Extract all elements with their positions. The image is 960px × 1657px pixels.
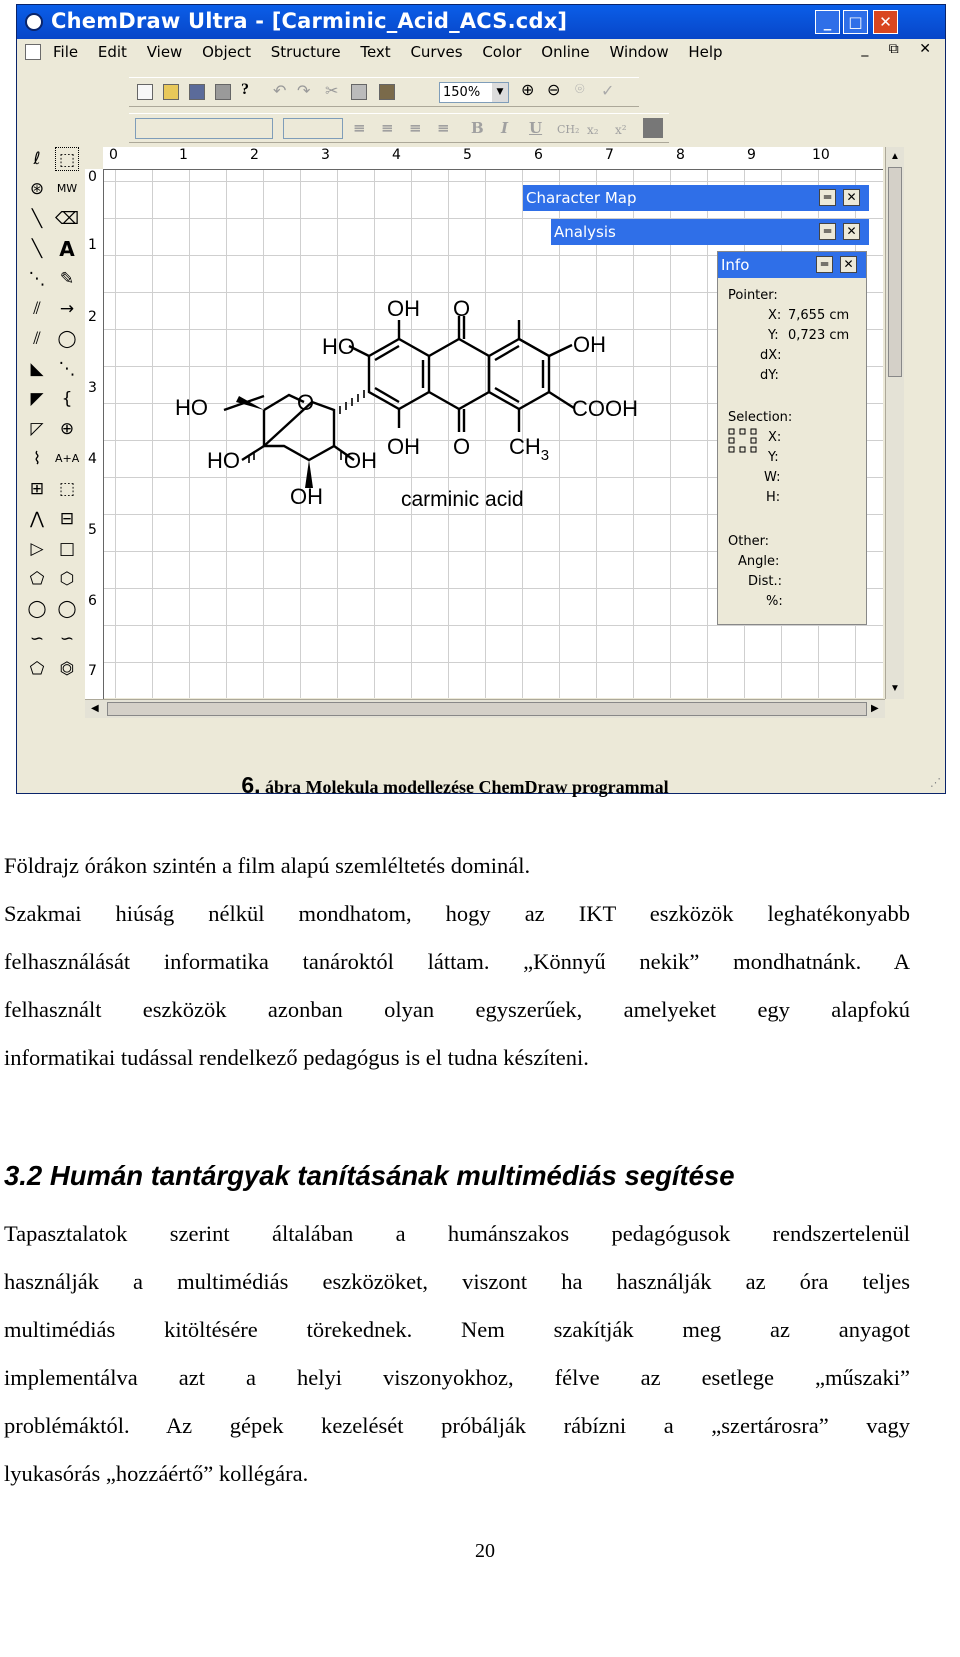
minimize-icon[interactable]: ═: [819, 223, 836, 240]
resize-grip-icon[interactable]: ⋰: [930, 777, 941, 789]
label-oh-bottom[interactable]: OH: [387, 434, 420, 459]
formula-icon[interactable]: CH₂: [557, 123, 580, 136]
chair2-icon[interactable]: ∽: [59, 629, 75, 649]
paragraph-line: implementálva azt a helyi viszonyokhoz, félve az esetlege „műszaki”: [4, 1365, 910, 1390]
zoom-out-icon[interactable]: ⊖: [547, 82, 561, 99]
info-title: Info: [721, 256, 750, 274]
ruler-h-9: 9: [747, 147, 756, 163]
paste-icon[interactable]: [379, 84, 395, 100]
subscript-icon[interactable]: x₂: [587, 123, 599, 137]
chain-icon[interactable]: ⌇: [32, 449, 42, 469]
chain-tool-icon[interactable]: ⋀: [30, 509, 44, 529]
figure-caption-text: ábra Molekula modellezése ChemDraw programmal: [260, 777, 669, 797]
italic-icon[interactable]: I: [501, 119, 509, 137]
paragraph-line: Szakmai hiúság nélkül mondhatom, hogy az IKT eszközök leghatékonyabb: [4, 901, 910, 926]
ruler-v-6: 6: [88, 593, 97, 609]
benzene-icon[interactable]: ⏣: [59, 659, 75, 679]
standard-toolbar: [129, 77, 639, 107]
lasso-icon[interactable]: ℓ: [33, 149, 41, 169]
menu-file[interactable]: File: [53, 43, 79, 61]
paragraph-line: felhasznált eszközök azonban olyan egyszerűek, amelyeket egy alapfokú: [4, 997, 910, 1022]
hexagon-ring-icon[interactable]: ⬡: [59, 569, 75, 589]
open-folder-icon[interactable]: [163, 84, 179, 100]
menu-curves[interactable]: Curves: [410, 43, 463, 61]
figure-number: 6.: [241, 772, 261, 798]
figure-caption: [0, 772, 910, 799]
orbital-icon[interactable]: ◯: [57, 329, 77, 349]
menu-bar: [17, 39, 945, 65]
ruler-v-7: 7: [88, 663, 97, 679]
bracket-icon[interactable]: {: [61, 389, 73, 409]
menu-view[interactable]: View: [146, 43, 183, 61]
analysis-title: Analysis: [554, 223, 616, 241]
paragraph-line: Földrajz órákon szintén a film alapú szemléltetés dominál.: [4, 853, 531, 878]
align-left-icon[interactable]: ≡: [353, 119, 366, 137]
pointer-y-label: Y:: [768, 328, 779, 343]
selection-w-label: W:: [764, 470, 781, 485]
hashed-bond-icon[interactable]: ⫽: [33, 299, 41, 319]
table-icon[interactable]: ⊞: [29, 479, 45, 499]
ruler-h-2: 2: [250, 147, 259, 163]
zoom-value: 150%: [443, 85, 481, 100]
single-bond-icon[interactable]: ╲: [31, 209, 43, 229]
template-icon[interactable]: ⬚: [58, 479, 76, 499]
ruler-h-1: 1: [179, 147, 188, 163]
scroll-up-icon[interactable]: ▲: [890, 151, 900, 162]
menu-object[interactable]: Object: [202, 43, 251, 61]
wedge-bond-icon[interactable]: ◣: [30, 359, 44, 379]
ch3-text: CH: [509, 434, 541, 459]
query-icon[interactable]: A+A: [55, 452, 80, 465]
align-right-icon[interactable]: ≡: [409, 119, 422, 137]
text-tool-icon[interactable]: A: [59, 237, 75, 261]
color-swatch-icon[interactable]: [643, 118, 663, 138]
align-center-icon[interactable]: ≡: [381, 119, 394, 137]
selection-h-label: H:: [766, 490, 781, 505]
new-file-icon[interactable]: [137, 84, 153, 100]
scroll-left-icon[interactable]: ◀: [91, 703, 99, 714]
label-oh-right[interactable]: OH: [573, 332, 606, 357]
superscript-icon[interactable]: x²: [615, 123, 627, 137]
label-oh-top[interactable]: OH: [387, 296, 420, 321]
menu-structure[interactable]: Structure: [270, 43, 341, 61]
menu-online[interactable]: Online: [541, 43, 590, 61]
ruler-h-7: 7: [605, 147, 614, 163]
ruler-h-4: 4: [392, 147, 401, 163]
ch3-subscript: 3: [540, 447, 550, 464]
menu-window[interactable]: Window: [609, 43, 669, 61]
selection-x-label: X:: [768, 430, 782, 445]
vertical-scrollbar[interactable]: [885, 147, 904, 699]
horizontal-scroll-thumb[interactable]: [107, 702, 867, 716]
close-icon[interactable]: ✕: [843, 189, 860, 206]
minimize-icon[interactable]: ═: [819, 189, 836, 206]
pointer-dy-label: dY:: [760, 368, 779, 383]
ruler-h-5: 5: [463, 147, 472, 163]
arrow-tool-icon[interactable]: →: [59, 299, 75, 319]
chevron-down-icon[interactable]: ▼: [492, 83, 508, 102]
pointer-x-label: X:: [768, 308, 782, 323]
zoom-in-icon[interactable]: ⊕: [521, 82, 535, 99]
formatting-toolbar: [129, 113, 669, 143]
minimize-button[interactable]: _: [815, 10, 840, 34]
paragraph-line: multimédiás kitöltésére törekednek. Nem szakítják meg az anyagot: [4, 1317, 910, 1342]
vertical-scroll-thumb[interactable]: [888, 167, 902, 377]
bold-bond-icon[interactable]: ╲: [31, 239, 43, 259]
ruler-v-1: 1: [88, 237, 97, 253]
hashed-wedge-icon[interactable]: ⫽: [33, 329, 41, 349]
close-icon[interactable]: ✕: [843, 223, 860, 240]
menu-help[interactable]: Help: [688, 43, 723, 61]
dashed-bond-icon[interactable]: ⋱: [28, 269, 46, 289]
square-ring-icon[interactable]: □: [58, 539, 76, 559]
mass-fragment-icon[interactable]: MW: [56, 182, 78, 195]
underline-icon[interactable]: U: [529, 119, 543, 137]
title-bar[interactable]: [17, 5, 945, 39]
paragraph-line: felhasználását informatika tanároktól láttam. „Könnyű nekik” mondhatnánk. A: [4, 949, 910, 974]
label-ho-sugar2[interactable]: HO: [207, 448, 240, 473]
tlc-icon[interactable]: ⊟: [59, 509, 75, 529]
ruler-h-3: 3: [321, 147, 330, 163]
ruler-v-2: 2: [88, 309, 97, 325]
dist-label: Dist.:: [748, 574, 783, 589]
analysis-titlebar[interactable]: [551, 219, 869, 245]
chair-icon[interactable]: ∽: [29, 629, 45, 649]
label-oh-sugar4[interactable]: OH: [290, 484, 323, 509]
paragraph-line: problémáktól. Az gépek kezelését próbálják rábízni a „szertárosra” vagy: [4, 1413, 910, 1438]
paragraph-line: informatikai tudással rendelkező pedagógus is el tudna készíteni.: [4, 1045, 589, 1070]
chemdraw-window: [16, 4, 946, 794]
heptagon-ring-icon[interactable]: ◯: [27, 599, 47, 619]
ruler-h-0: 0: [109, 147, 118, 163]
paragraph-line: Tapasztalatok szerint általában a humánszakos pedagógusok rendszertelenül: [4, 1221, 910, 1246]
ruler-h-8: 8: [676, 147, 685, 163]
label-ch3[interactable]: [509, 434, 549, 464]
ruler-h-6: 6: [534, 147, 543, 163]
label-oh-sugar3[interactable]: OH: [344, 448, 377, 473]
section-heading: 3.2 Humán tantárgyak tanításának multimédiás segítése: [4, 1160, 735, 1191]
wavy-bond-icon[interactable]: ◸: [30, 419, 44, 439]
label-ho-sugar[interactable]: HO: [175, 395, 208, 420]
other-label: Other:: [728, 534, 770, 549]
marquee-icon[interactable]: ⬚: [55, 147, 79, 171]
character-map-titlebar[interactable]: [523, 185, 869, 211]
vertical-ruler: [85, 169, 104, 699]
selection-label: Selection:: [728, 410, 793, 425]
pen-tool-icon[interactable]: ✎: [59, 269, 75, 289]
label-o-ring[interactable]: O: [297, 390, 315, 415]
zoom-select[interactable]: [439, 82, 509, 103]
info-titlebar[interactable]: [718, 252, 866, 278]
bold-wedge-icon[interactable]: ◤: [30, 389, 44, 409]
mdi-controls[interactable]: _ ⧉ ✕: [861, 41, 939, 57]
cut-icon[interactable]: ✂: [325, 83, 339, 100]
eraser-icon[interactable]: ⌫: [55, 209, 80, 229]
font-select[interactable]: [135, 118, 273, 139]
pointer-label: Pointer:: [728, 288, 778, 303]
ruler-v-5: 5: [88, 522, 97, 538]
selection-handles-icon: [728, 428, 758, 454]
angle-label: Angle:: [738, 554, 780, 569]
close-button[interactable]: ✕: [873, 10, 898, 34]
ruler-v-4: 4: [88, 451, 97, 467]
menu-color[interactable]: Color: [482, 43, 522, 61]
paragraph-2: [4, 1210, 910, 1498]
label-o-top[interactable]: O: [453, 296, 471, 321]
save-icon[interactable]: [189, 84, 205, 100]
triangle-ring-icon[interactable]: ▷: [30, 539, 44, 559]
pointer-y-value: 0,723 cm: [788, 328, 850, 343]
scroll-down-icon[interactable]: ▼: [890, 683, 900, 694]
chemical-symbol-icon[interactable]: ⊕: [59, 419, 75, 439]
cyclopentadiene-icon[interactable]: ⬠: [29, 659, 45, 679]
paragraph-line: lyukasórás „hozzáértő” kollégára.: [4, 1461, 309, 1486]
redo-icon[interactable]: ↷: [297, 83, 311, 100]
label-ho-left[interactable]: HO: [322, 334, 355, 359]
ruler-v-3: 3: [88, 380, 97, 396]
minimize-icon[interactable]: ═: [816, 256, 833, 273]
molecule-name-label[interactable]: carminic acid: [401, 488, 524, 511]
character-map-title: Character Map: [526, 189, 637, 207]
menu-edit[interactable]: Edit: [97, 43, 127, 61]
horizontal-scrollbar[interactable]: [85, 699, 885, 718]
horizontal-ruler: [103, 147, 883, 170]
ruler-h-10: 10: [812, 147, 830, 163]
help-icon[interactable]: ?: [241, 81, 249, 98]
label-cooh[interactable]: COOH: [572, 396, 638, 421]
info-panel: [717, 251, 867, 625]
document-icon[interactable]: [25, 44, 41, 60]
tool-palette: [21, 147, 85, 693]
pointer-dx-label: dX:: [760, 348, 782, 363]
page-number: 20: [475, 1540, 495, 1562]
close-icon[interactable]: ✕: [840, 256, 857, 273]
paragraph-line: használják a multimédiás eszközöket, viszont ha használják az óra teljes: [4, 1269, 910, 1294]
pentagon-ring-icon[interactable]: ⬠: [29, 569, 45, 589]
bold-icon[interactable]: B: [471, 119, 484, 137]
undo-icon[interactable]: ↶: [273, 83, 287, 100]
window-title: ChemDraw Ultra - [Carminic_Acid_ACS.cdx]: [51, 9, 568, 33]
pointer-x-value: 7,655 cm: [788, 308, 850, 323]
percent-label: %:: [766, 594, 783, 609]
label-o-bottom[interactable]: O: [453, 434, 471, 459]
print-icon[interactable]: [215, 84, 231, 100]
selection-y-label: Y:: [768, 450, 779, 465]
paragraph-1: [4, 842, 910, 1082]
rotate-icon[interactable]: ⊛: [29, 179, 45, 199]
chemdraw-app-icon: [25, 13, 43, 31]
ruler-v-0: 0: [88, 169, 97, 185]
justify-icon[interactable]: ≡: [437, 119, 450, 137]
font-size-select[interactable]: [283, 118, 343, 139]
octagon-ring-icon[interactable]: ◯: [57, 599, 77, 619]
scroll-right-icon[interactable]: ▶: [871, 703, 879, 714]
check-structure-icon[interactable]: ✓: [601, 83, 615, 100]
clean-structure-icon[interactable]: ⌾: [575, 81, 585, 98]
copy-icon[interactable]: [351, 84, 367, 100]
menu-text[interactable]: Text: [360, 43, 391, 61]
drawing-element-icon[interactable]: ⋱: [58, 359, 76, 379]
maximize-button[interactable]: □: [843, 10, 868, 34]
